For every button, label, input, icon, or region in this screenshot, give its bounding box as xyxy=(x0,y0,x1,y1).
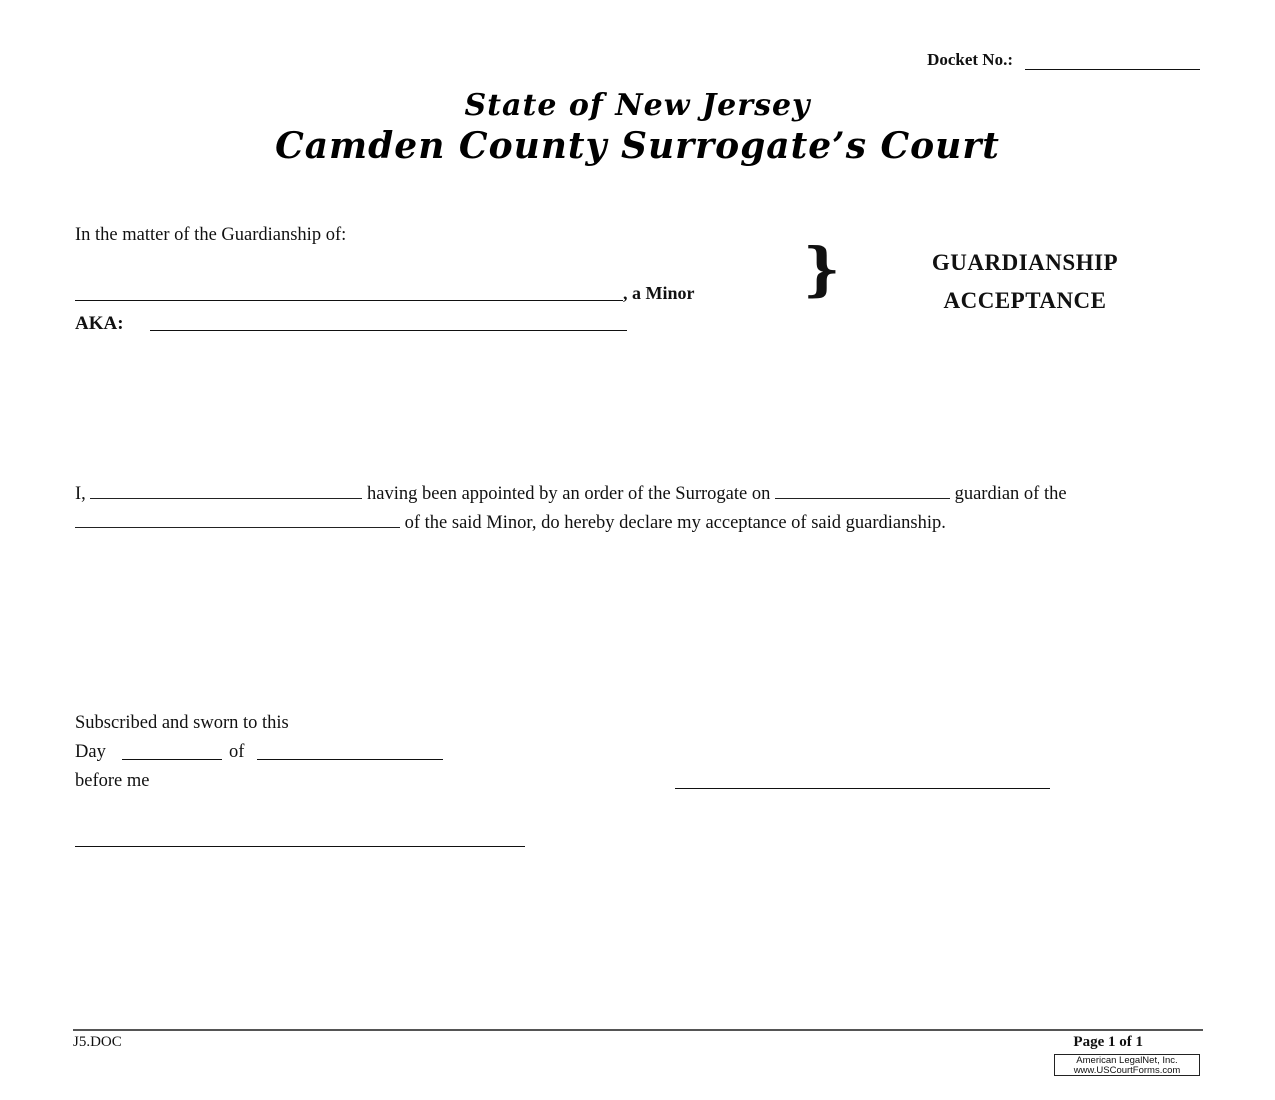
appointment-date-field[interactable] xyxy=(775,486,950,499)
minor-name-field[interactable] xyxy=(75,300,623,301)
matter-label: In the matter of the Guardianship of: xyxy=(75,225,347,245)
docket-number-field[interactable] xyxy=(1025,55,1200,70)
jurat-month-field[interactable] xyxy=(257,759,443,760)
court-title: Camden County Surrogate’s Court xyxy=(275,125,1000,167)
jurat-day-label: Day xyxy=(75,742,106,762)
document-title xyxy=(880,244,1170,320)
declaration-part-1: I, xyxy=(75,484,86,504)
jurat-day-field[interactable] xyxy=(122,759,222,760)
stamp-line-2: www.USCourtForms.com xyxy=(1073,1065,1181,1076)
guardian-signature-line[interactable] xyxy=(675,788,1050,789)
jurat-before-me: before me xyxy=(75,771,150,791)
guardianship-type-field[interactable] xyxy=(75,515,400,528)
stamp-line-1: American LegalNet, Inc. xyxy=(1076,1055,1178,1066)
title-line-2: ACCEPTANCE xyxy=(943,288,1107,313)
state-title: State of New Jersey xyxy=(464,88,811,123)
title-line-1: GUARDIANSHIP xyxy=(931,250,1119,275)
footer-divider xyxy=(73,1029,1203,1031)
guardian-name-field[interactable] xyxy=(90,486,362,499)
minor-suffix: , a Minor xyxy=(623,283,695,303)
caption-brace: } xyxy=(803,235,841,303)
docket-label: Docket No.: xyxy=(927,50,1013,69)
notary-signature-line[interactable] xyxy=(75,846,525,847)
aka-label: AKA: xyxy=(75,313,124,334)
aka-field[interactable] xyxy=(150,330,627,331)
declaration-part-2: having been appointed by an order of the Surrogate on xyxy=(367,484,771,504)
docket-number xyxy=(927,50,1200,70)
doc-id: J5.DOC xyxy=(73,1034,122,1050)
publisher-stamp xyxy=(1054,1054,1200,1076)
jurat-line-1: Subscribed and sworn to this xyxy=(75,713,289,733)
declaration-paragraph xyxy=(75,480,1200,538)
jurat-of-label: of xyxy=(229,742,245,762)
page-number: Page 1 of 1 xyxy=(1073,1034,1143,1050)
declaration-part-3: guardian of the xyxy=(954,484,1067,504)
declaration-part-4: of the said Minor, do hereby declare my acceptance of said guardianship. xyxy=(404,513,946,533)
